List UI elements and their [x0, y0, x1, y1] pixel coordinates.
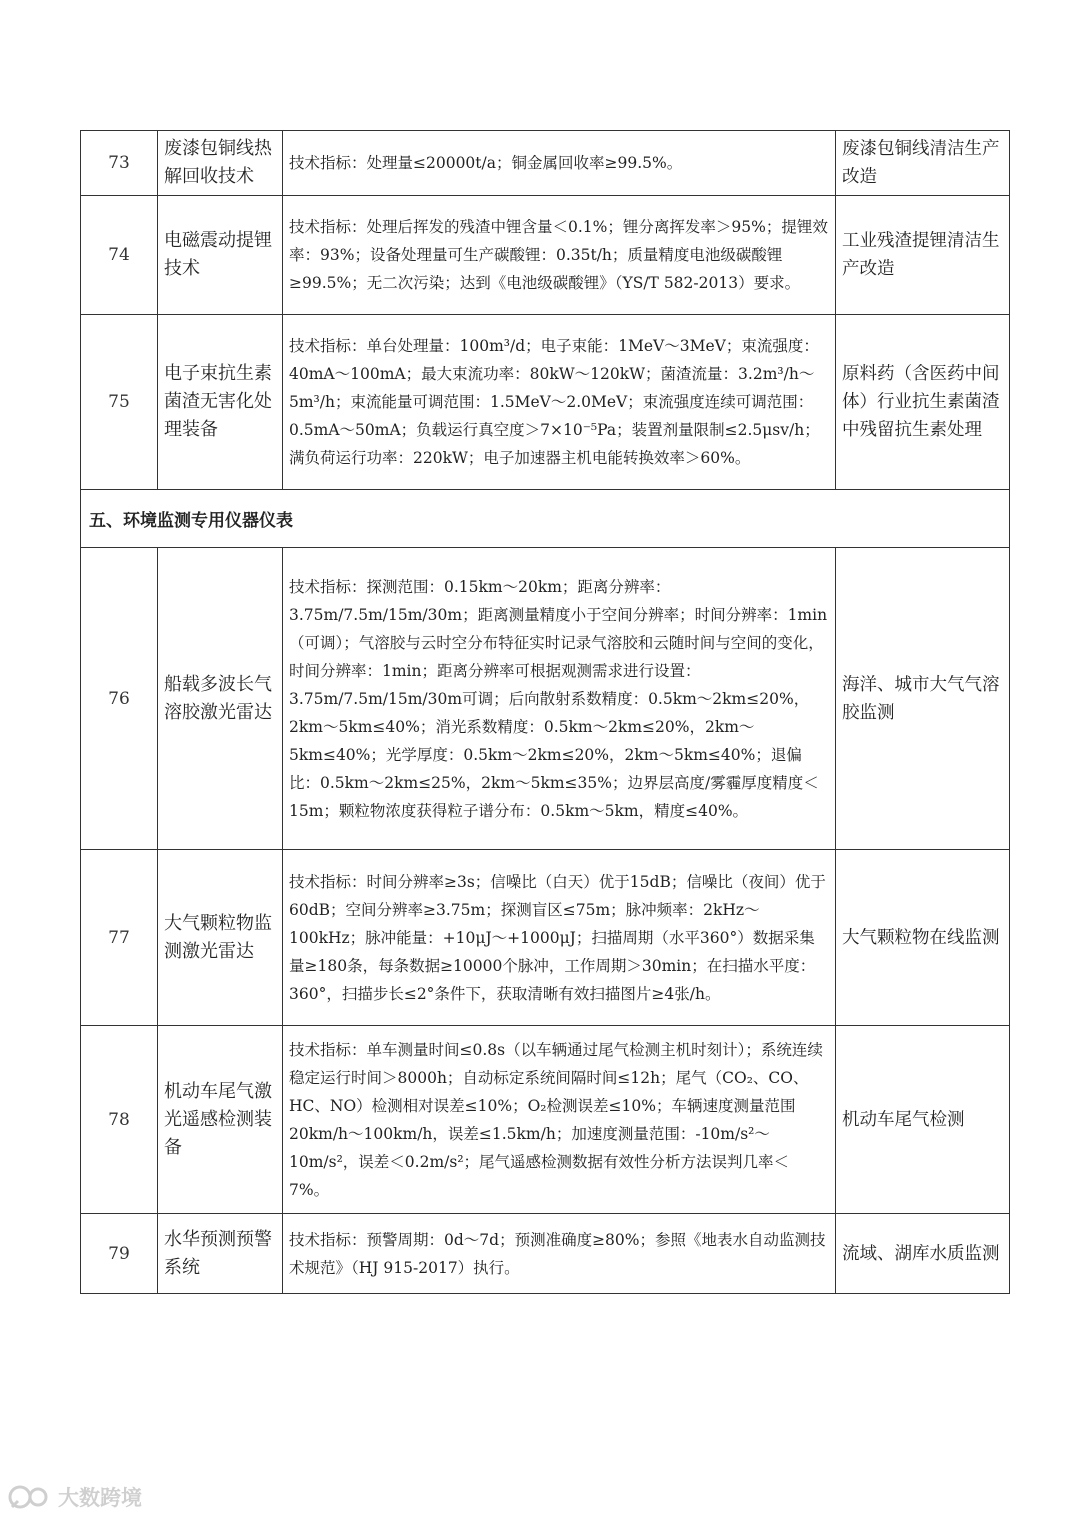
row-number: 77: [81, 850, 158, 1026]
application-field: 机动车尾气检测: [836, 1026, 1010, 1214]
technology-table: [80, 130, 1010, 1294]
technology-name: 电磁震动提锂技术: [158, 196, 283, 315]
technology-name: 机动车尾气激光遥感检测装备: [158, 1026, 283, 1214]
row-number: 75: [81, 315, 158, 490]
table-row: [81, 1026, 1010, 1214]
technical-indicator: 技术指标：单台处理量：100m³/d；电子束能：1MeV～3MeV；束流强度：40mA～100mA；最大束流功率：80kW～120kW；菌渣流量：3.2m³/h～5m³/h；束流能量可调范围：1.5MeV～2.0MeV；束流强度连续可调范围：0.5mA～50mA；负载运行真空度＞7×10⁻⁵Pa；装置剂量限制≤2.5μsv/h；满负荷运行功率：220kW；电子加速器主机电能转换效率＞60%。: [283, 315, 836, 490]
technical-indicator: 技术指标：单车测量时间≤0.8s（以车辆通过尾气检测主机时刻计）；系统连续稳定运行时间＞8000h；自动标定系统间隔时间≤12h；尾气（CO₂、CO、HC、NO）检测相对误差≤10%；O₂检测误差≤10%；车辆速度测量范围20km/h～100km/h，误差≤1.5km/h；加速度测量范围：-10m/s²～10m/s²，误差＜0.2m/s²；尾气遥感检测数据有效性分析方法误判几率＜7%。: [283, 1026, 836, 1214]
table-row: [81, 1214, 1010, 1294]
technology-name: 大气颗粒物监测激光雷达: [158, 850, 283, 1026]
row-number: 74: [81, 196, 158, 315]
technology-name: 电子束抗生素菌渣无害化处理装备: [158, 315, 283, 490]
technology-name: 废漆包铜线热解回收技术: [158, 131, 283, 196]
row-number: 73: [81, 131, 158, 196]
technical-indicator: 技术指标：处理量≤20000t/a；铜金属回收率≥99.5%。: [283, 131, 836, 196]
table-row: [81, 131, 1010, 196]
watermark: [8, 1482, 142, 1512]
technology-name: 水华预测预警系统: [158, 1214, 283, 1294]
table-row: [81, 850, 1010, 1026]
application-field: 废漆包铜线清洁生产改造: [836, 131, 1010, 196]
technical-indicator: 技术指标：处理后挥发的残渣中锂含量＜0.1%；锂分离挥发率＞95%；提锂效率：93%；设备处理量可生产碳酸锂：0.35t/h；质量精度电池级碳酸锂≥99.5%；无二次污染；达到《电池级碳酸锂》（YS/T 582-2013）要求。: [283, 196, 836, 315]
table-row: [81, 548, 1010, 850]
application-field: 大气颗粒物在线监测: [836, 850, 1010, 1026]
watermark-logo-icon: [8, 1483, 52, 1511]
application-field: 工业残渣提锂清洁生产改造: [836, 196, 1010, 315]
section-title: 五、环境监测专用仪器仪表: [81, 490, 1010, 548]
technical-indicator: 技术指标：时间分辨率≥3s；信噪比（白天）优于15dB；信噪比（夜间）优于60dB；空间分辨率≥3.75m；探测盲区≤75m；脉冲频率：2kHz～100kHz；脉冲能量：+10μJ～+1000μJ；扫描周期（水平360°）数据采集量≥180条，每条数据≥10000个脉冲，工作周期＞30min；在扫描水平度：360°，扫描步长≤2°条件下，获取清晰有效扫描图片≥4张/h。: [283, 850, 836, 1026]
table-row: [81, 315, 1010, 490]
row-number: 76: [81, 548, 158, 850]
table-row: [81, 196, 1010, 315]
technical-indicator: 技术指标：预警周期：0d～7d；预测准确度≥80%；参照《地表水自动监测技术规范》（HJ 915-2017）执行。: [283, 1214, 836, 1294]
technical-indicator: 技术指标：探测范围：0.15km～20km；距离分辨率：3.75m/7.5m/15m/30m；距离测量精度小于空间分辨率；时间分辨率：1min（可调）；气溶胶与云时空分布特征实时记录气溶胶和云随时间与空间的变化，时间分辨率：1min；距离分辨率可根据观测需求进行设置：3.75m/7.5m/15m/30m可调；后向散射系数精度：0.5km～2km≤20%，2km～5km≤40%；消光系数精度：0.5km～2km≤20%，2km～5km≤40%；光学厚度：0.5km～2km≤20%，2km～5km≤40%；退偏比：0.5km～2km≤25%，2km～5km≤35%；边界层高度/雾霾厚度精度＜15m；颗粒物浓度获得粒子谱分布：0.5km～5km，精度≤40%。: [283, 548, 836, 850]
application-field: 流域、湖库水质监测: [836, 1214, 1010, 1294]
row-number: 79: [81, 1214, 158, 1294]
section-row: [81, 490, 1010, 548]
watermark-text: 大数跨境: [58, 1486, 142, 1510]
application-field: 海洋、城市大气气溶胶监测: [836, 548, 1010, 850]
row-number: 78: [81, 1026, 158, 1214]
application-field: 原料药（含医药中间体）行业抗生素菌渣中残留抗生素处理: [836, 315, 1010, 490]
technology-name: 船载多波长气溶胶激光雷达: [158, 548, 283, 850]
